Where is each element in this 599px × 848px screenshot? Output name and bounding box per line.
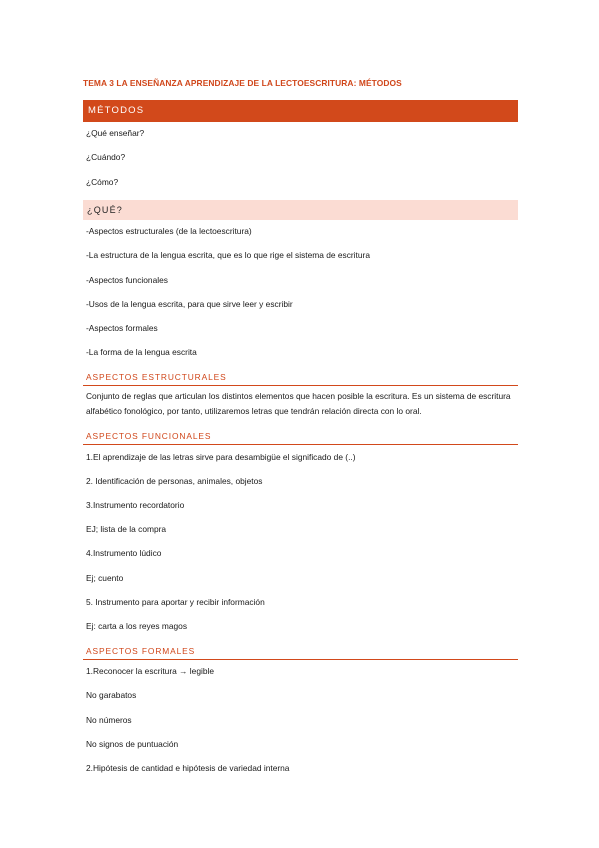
que-item-1: -Aspectos estructurales (de la lectoescritura) (86, 226, 252, 236)
funcionales-item-1: 1.El aprendizaje de las letras sirve para desambigüe el significado de (..) (86, 452, 356, 462)
funcionales-item-2: 2. Identificación de personas, animales, objetos (86, 476, 263, 486)
estructurales-rule (83, 385, 518, 386)
formales-heading: ASPECTOS FORMALES (86, 646, 196, 656)
que-item-5: -Aspectos formales (86, 323, 158, 333)
metodos-header: MÉTODOS (83, 100, 518, 122)
funcionales-item-6: Ej; cuento (86, 573, 124, 583)
formales-item-4: No signos de puntuación (86, 739, 179, 749)
que-item-2: -La estructura de la lengua escrita, que es lo que rige el sistema de escritura (86, 250, 370, 260)
formales-item-5: 2.Hipótesis de cantidad e hipótesis de variedad interna (86, 763, 290, 773)
formales-item-3: No números (86, 715, 132, 725)
que-header: ¿QUÉ? (83, 200, 518, 220)
que-item-6: -La forma de la lengua escrita (86, 347, 197, 357)
funcionales-item-7: 5. Instrumento para aportar y recibir información (86, 597, 265, 607)
funcionales-rule (83, 444, 518, 445)
formales-item-2: No garabatos (86, 690, 137, 700)
formales-item-1: 1.Reconocer la escritura → legible (86, 666, 215, 676)
funcionales-item-3: 3.Instrumento recordatorio (86, 500, 185, 510)
question-como: ¿Cómo? (86, 177, 119, 187)
funcionales-item-8: Ej: carta a los reyes magos (86, 621, 188, 631)
estructurales-paragraph: Conjunto de reglas que articulan los distintos elementos que hacen posible la escritura. Es un sistema de escritura alfabético fonológico, por tanto, utilizaremos letras que tendrán relación directa con lo oral. (86, 391, 511, 416)
formales-rule (83, 659, 518, 660)
document-title: TEMA 3 LA ENSEÑANZA APRENDIZAJE DE LA LECTOESCRITURA: MÉTODOS (83, 78, 402, 88)
que-item-3: -Aspectos funcionales (86, 275, 168, 285)
question-cuando: ¿Cuándo? (86, 152, 126, 162)
question-que: ¿Qué enseñar? (86, 128, 145, 138)
funcionales-heading: ASPECTOS FUNCIONALES (86, 431, 212, 441)
funcionales-item-5: 4.Instrumento lúdico (86, 548, 162, 558)
que-item-4: -Usos de la lengua escrita, para que sirve leer y escribir (86, 299, 293, 309)
funcionales-item-4: EJ; lista de la compra (86, 524, 167, 534)
estructurales-heading: ASPECTOS ESTRUCTURALES (86, 372, 227, 382)
